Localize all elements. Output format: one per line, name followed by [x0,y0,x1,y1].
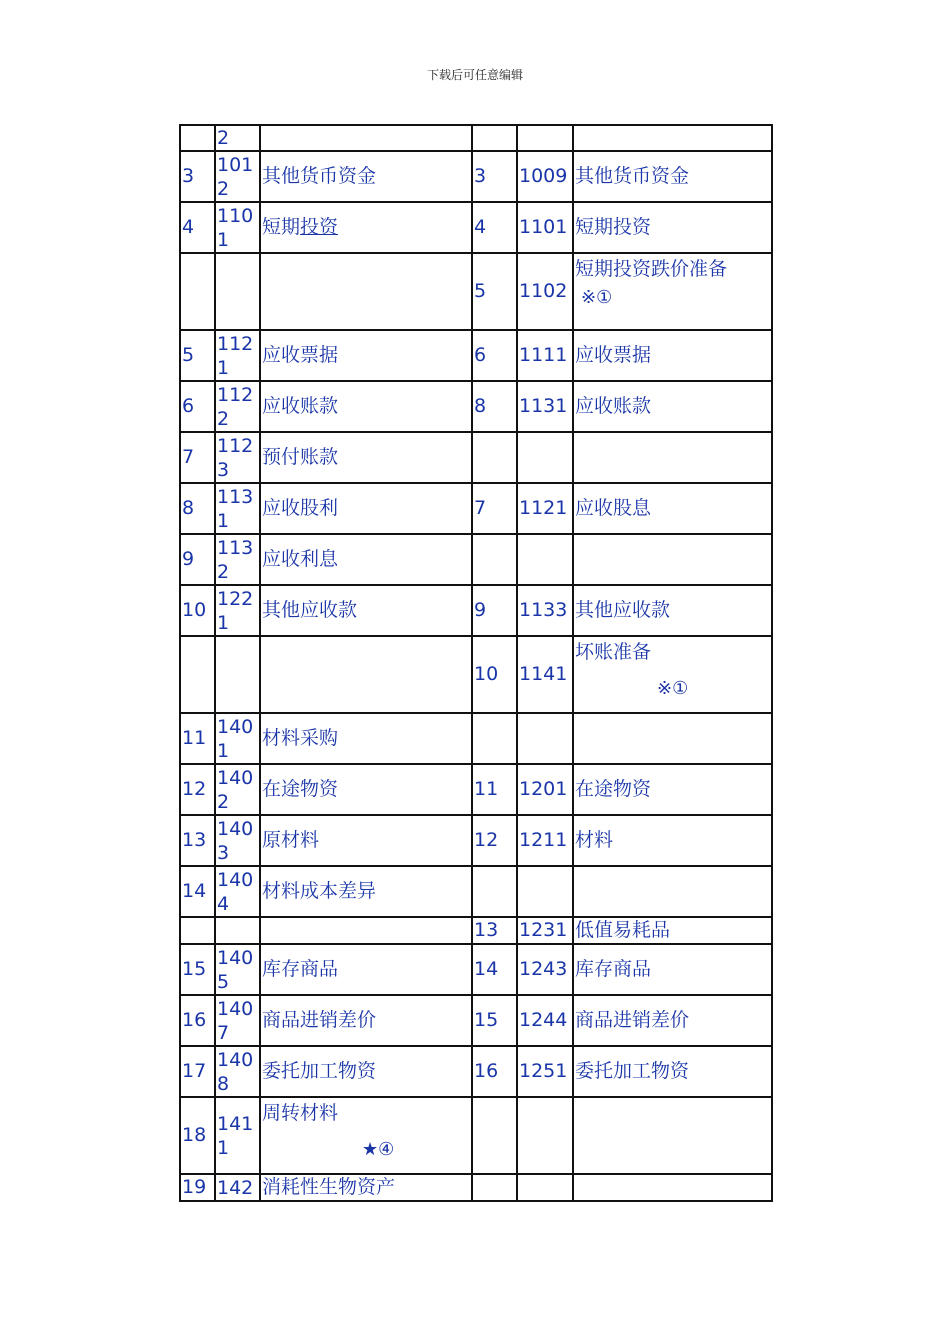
old-name-cell: 库存商品 [573,944,772,995]
old-code-cell: 1211 [517,815,573,866]
old-name-cell [573,866,772,917]
new-code-cell: 2 [215,125,260,151]
new-code-cell [215,636,260,713]
old-seq-cell: 7 [472,483,517,534]
new-name-cell: 应收利息 [260,534,472,585]
old-name-cell: 短期投资 [573,202,772,253]
old-seq-cell: 14 [472,944,517,995]
new-seq-cell: 6 [180,381,215,432]
old-seq-cell [472,125,517,151]
table-row [180,917,772,944]
old-name-cell: 委托加工物资 [573,1046,772,1097]
old-name-cell: 低值易耗品 [573,917,772,944]
old-code-cell [517,1174,573,1201]
old-name-cell: 其他应收款 [573,585,772,636]
table-row [180,866,772,917]
new-code-cell: 1121 [215,330,260,381]
new-seq-cell: 9 [180,534,215,585]
old-seq-cell: 15 [472,995,517,1046]
table-row [180,764,772,815]
old-code-cell [517,713,573,764]
new-code-cell: 1401 [215,713,260,764]
new-seq-cell [180,917,215,944]
new-code-cell: 1221 [215,585,260,636]
new-seq-cell: 16 [180,995,215,1046]
new-seq-cell: 8 [180,483,215,534]
table-row [180,944,772,995]
old-code-cell: 1243 [517,944,573,995]
table-row [180,151,772,202]
old-seq-cell [472,1174,517,1201]
new-name-cell: 在途物资 [260,764,472,815]
old-name-cell: 在途物资 [573,764,772,815]
new-name-cell [260,253,472,330]
old-code-cell: 1101 [517,202,573,253]
old-code-cell: 1133 [517,585,573,636]
old-code-cell: 1201 [517,764,573,815]
old-code-cell: 1231 [517,917,573,944]
table-row [180,585,772,636]
old-code-cell: 1102 [517,253,573,330]
old-name-cell [573,432,772,483]
new-code-cell: 1408 [215,1046,260,1097]
old-code-cell [517,1097,573,1174]
table-row [180,381,772,432]
old-seq-cell: 11 [472,764,517,815]
new-seq-cell: 12 [180,764,215,815]
old-seq-cell: 4 [472,202,517,253]
old-name-cell [573,125,772,151]
new-name-cell [260,1097,472,1174]
new-seq-cell: 3 [180,151,215,202]
table-row [180,1046,772,1097]
table-row [180,636,772,713]
new-seq-cell [180,636,215,713]
new-code-cell: 1405 [215,944,260,995]
table-row [180,432,772,483]
table-row [180,330,772,381]
old-code-cell [517,534,573,585]
old-code-cell: 1121 [517,483,573,534]
old-code-cell: 1251 [517,1046,573,1097]
old-code-cell: 1009 [517,151,573,202]
new-name-cell [260,636,472,713]
table-row [180,202,772,253]
new-name-cell: 商品进销差价 [260,995,472,1046]
new-name-cell: 材料成本差异 [260,866,472,917]
old-seq-cell [472,713,517,764]
new-code-cell: 1411 [215,1097,260,1174]
old-name-cell [573,253,772,330]
old-seq-cell [472,866,517,917]
old-code-cell: 1111 [517,330,573,381]
table-row [180,534,772,585]
name-text: 短期投资跌价准备 [575,258,728,280]
table-row [180,125,772,151]
new-code-cell [215,917,260,944]
name-text: 周转材料 [262,1102,339,1124]
old-seq-cell [472,534,517,585]
new-name-cell: 其他应收款 [260,585,472,636]
table-row [180,253,772,330]
table-row [180,995,772,1046]
table-row [180,713,772,764]
new-code-cell: 1101 [215,202,260,253]
new-seq-cell: 10 [180,585,215,636]
new-seq-cell: 14 [180,866,215,917]
name-text: 坏账准备 [575,641,652,663]
old-name-cell: 应收账款 [573,381,772,432]
new-code-cell [215,253,260,330]
old-seq-cell: 12 [472,815,517,866]
new-code-cell: 1012 [215,151,260,202]
new-code-cell: 1131 [215,483,260,534]
new-name-cell: 库存商品 [260,944,472,995]
new-seq-cell: 13 [180,815,215,866]
new-code-cell: 1402 [215,764,260,815]
new-name-cell [260,125,472,151]
new-seq-cell: 11 [180,713,215,764]
old-code-cell: 1141 [517,636,573,713]
new-name-cell: 应收票据 [260,330,472,381]
old-seq-cell [472,432,517,483]
old-name-cell [573,636,772,713]
old-seq-cell: 9 [472,585,517,636]
old-name-cell [573,713,772,764]
old-name-cell [573,534,772,585]
new-name-cell: 应收股利 [260,483,472,534]
old-name-cell: 商品进销差价 [573,995,772,1046]
old-seq-cell: 6 [472,330,517,381]
new-seq-cell [180,125,215,151]
note-mark: ※① [657,678,689,699]
new-name-cell: 原材料 [260,815,472,866]
new-seq-cell: 7 [180,432,215,483]
new-seq-cell: 19 [180,1174,215,1201]
account-comparison-table [179,124,773,1202]
old-seq-cell: 8 [472,381,517,432]
new-code-cell: 1132 [215,534,260,585]
table-row [180,1174,772,1201]
new-name-cell: 材料采购 [260,713,472,764]
old-code-cell [517,125,573,151]
new-name-cell: 其他货币资金 [260,151,472,202]
old-seq-cell: 5 [472,253,517,330]
table-row [180,815,772,866]
old-name-cell: 应收股息 [573,483,772,534]
new-code-cell: 1403 [215,815,260,866]
new-code-cell: 1123 [215,432,260,483]
old-code-cell [517,432,573,483]
name-text: 短期 [262,216,301,238]
new-name-cell: 预付账款 [260,432,472,483]
new-seq-cell: 5 [180,330,215,381]
new-code-cell: 1407 [215,995,260,1046]
new-code-cell: 1122 [215,381,260,432]
page-header: 下载后可任意编辑 [426,68,523,82]
new-seq-cell: 15 [180,944,215,995]
old-code-cell [517,866,573,917]
new-seq-cell [180,253,215,330]
table-row [180,1097,772,1174]
old-name-cell: 其他货币资金 [573,151,772,202]
new-name-cell: 委托加工物资 [260,1046,472,1097]
old-seq-cell: 10 [472,636,517,713]
new-name-cell: 消耗性生物资产 [260,1174,472,1201]
table-row [180,483,772,534]
old-name-cell [573,1174,772,1201]
old-seq-cell: 13 [472,917,517,944]
old-seq-cell: 3 [472,151,517,202]
new-code-cell: 1404 [215,866,260,917]
old-name-cell: 材料 [573,815,772,866]
new-name-cell [260,917,472,944]
old-name-cell [573,1097,772,1174]
new-seq-cell: 17 [180,1046,215,1097]
new-name-cell: 应收账款 [260,381,472,432]
new-code-cell: 142 [215,1174,260,1201]
old-seq-cell: 16 [472,1046,517,1097]
old-code-cell: 1244 [517,995,573,1046]
new-name-cell [260,202,472,253]
old-name-cell: 应收票据 [573,330,772,381]
underlined-link-text[interactable]: 投资 [300,216,339,238]
old-code-cell: 1131 [517,381,573,432]
new-seq-cell: 18 [180,1097,215,1174]
new-seq-cell: 4 [180,202,215,253]
note-mark: ※① [581,287,613,308]
star-note-mark: ★④ [362,1139,395,1160]
old-seq-cell [472,1097,517,1174]
